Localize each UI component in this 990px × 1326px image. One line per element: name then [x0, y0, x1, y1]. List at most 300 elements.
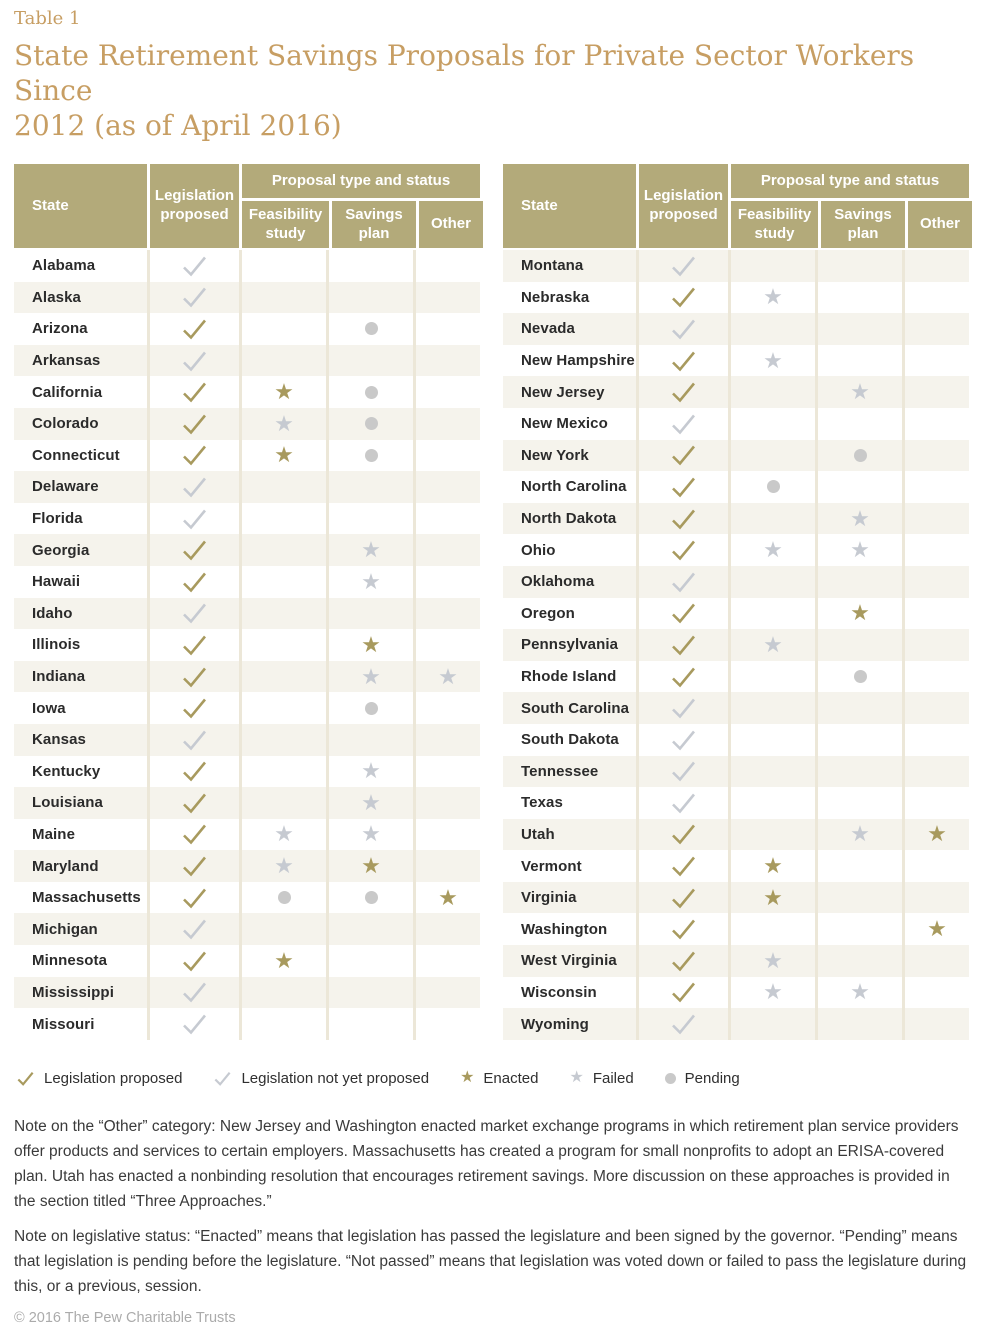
- legislation-proposed-cell: [636, 819, 728, 851]
- star-enacted-icon: ★: [763, 884, 783, 910]
- state-name: Utah: [521, 825, 555, 843]
- legislation-proposed-cell: [147, 977, 239, 1009]
- savings-plan-cell: [815, 408, 902, 440]
- table-row: [14, 471, 480, 503]
- savings-plan-cell: [326, 250, 413, 282]
- column-header-legislation-proposed: Legislation proposed: [636, 164, 728, 248]
- state-name: Arizona: [32, 320, 88, 338]
- state-name: Virginia: [521, 889, 577, 907]
- other-cell: [902, 376, 969, 408]
- star-enacted-icon: ★: [438, 884, 458, 910]
- star-failed-icon: ★: [850, 379, 870, 405]
- check-not-yet-proposed-icon: [181, 255, 208, 277]
- other-cell: [902, 977, 969, 1009]
- legislation-proposed-cell: [147, 503, 239, 535]
- savings-plan-cell: [326, 534, 413, 566]
- feasibility-study-cell: [239, 598, 326, 630]
- check-legislation-proposed-icon: [181, 571, 208, 593]
- legend-label: Failed: [592, 1069, 634, 1087]
- savings-plan-cell: [326, 313, 413, 345]
- savings-plan-cell: [815, 787, 902, 819]
- star-enacted-icon: ★: [274, 442, 294, 468]
- savings-plan-cell: [326, 408, 413, 440]
- savings-plan-cell: [815, 250, 902, 282]
- feasibility-study-cell: [239, 913, 326, 945]
- table-row: [503, 376, 969, 408]
- feasibility-study-cell: [728, 724, 815, 756]
- state-name: Texas: [521, 794, 563, 812]
- feasibility-study-cell: [728, 503, 815, 535]
- legislation-proposed-cell: [147, 756, 239, 788]
- check-not-yet-proposed-icon: [181, 286, 208, 308]
- table-row: [503, 1008, 969, 1040]
- table-row: [14, 1008, 480, 1040]
- table-row: [503, 471, 969, 503]
- legislation-proposed-cell: [636, 1008, 728, 1040]
- legislation-proposed-cell: [147, 819, 239, 851]
- legend-label: Legislation not yet proposed: [241, 1069, 430, 1087]
- star-enacted-icon: ★: [927, 916, 947, 942]
- state-name: North Dakota: [521, 510, 617, 528]
- check-not-yet-proposed-icon: [181, 350, 208, 372]
- column-header-state: State: [503, 164, 636, 248]
- legend-item: [213, 1070, 429, 1087]
- star-failed-icon: ★: [850, 979, 870, 1005]
- table-row: [503, 724, 969, 756]
- savings-plan-cell: [326, 882, 413, 914]
- savings-plan-cell: [815, 376, 902, 408]
- feasibility-study-cell: [239, 345, 326, 377]
- savings-plan-cell: [326, 282, 413, 314]
- other-cell: [413, 819, 480, 851]
- feasibility-study-cell: [728, 345, 815, 377]
- dot-pending-icon: [854, 449, 867, 462]
- feasibility-study-cell: [239, 1008, 326, 1040]
- legislation-proposed-cell: [147, 850, 239, 882]
- state-name: Connecticut: [32, 446, 120, 464]
- star-failed-icon: ★: [361, 789, 381, 815]
- savings-plan-cell: [815, 913, 902, 945]
- state-name: Wisconsin: [521, 983, 597, 1001]
- other-cell: [413, 440, 480, 472]
- savings-plan-cell: [326, 756, 413, 788]
- legislation-proposed-cell: [636, 756, 728, 788]
- feasibility-study-cell: [239, 850, 326, 882]
- column-group-proposal-type: [728, 164, 969, 248]
- check-legislation-proposed-icon: [181, 539, 208, 561]
- savings-plan-cell: [815, 724, 902, 756]
- table-row: [503, 756, 969, 788]
- savings-plan-cell: [815, 882, 902, 914]
- star-failed-icon: ★: [763, 284, 783, 310]
- state-name: New Jersey: [521, 383, 605, 401]
- check-not-yet-proposed-icon: [670, 760, 697, 782]
- other-cell: [413, 313, 480, 345]
- other-cell: [902, 756, 969, 788]
- state-name: Nebraska: [521, 288, 590, 306]
- legislation-proposed-cell: [147, 345, 239, 377]
- savings-plan-cell: [815, 313, 902, 345]
- state-name: Oregon: [521, 604, 575, 622]
- table-row: [503, 313, 969, 345]
- dot-pending-icon: [365, 386, 378, 399]
- savings-plan-cell: [815, 534, 902, 566]
- legislation-proposed-cell: [636, 724, 728, 756]
- feasibility-study-cell: [728, 376, 815, 408]
- state-name: Maryland: [32, 857, 99, 875]
- state-name: Kansas: [32, 731, 86, 749]
- savings-plan-cell: [815, 1008, 902, 1040]
- other-cell: [413, 977, 480, 1009]
- savings-plan-cell: [326, 440, 413, 472]
- sub-header-row: [731, 201, 969, 248]
- legislation-proposed-cell: [147, 598, 239, 630]
- check-not-yet-proposed-icon: [213, 1071, 232, 1086]
- star-failed-icon: ★: [763, 947, 783, 973]
- savings-plan-cell: [815, 345, 902, 377]
- other-cell: [902, 913, 969, 945]
- other-cell: [413, 850, 480, 882]
- star-failed-icon: ★: [763, 631, 783, 657]
- savings-plan-cell: [326, 819, 413, 851]
- state-name: Illinois: [32, 636, 81, 654]
- legislation-proposed-cell: [147, 250, 239, 282]
- star-failed-icon: ★: [361, 821, 381, 847]
- feasibility-study-cell: [239, 440, 326, 472]
- state-name: Hawaii: [32, 573, 81, 591]
- star-enacted-icon: ★: [460, 1069, 475, 1087]
- other-cell: [902, 819, 969, 851]
- savings-plan-cell: [815, 977, 902, 1009]
- other-cell: [413, 598, 480, 630]
- table-row: [14, 756, 480, 788]
- star-enacted-icon: ★: [274, 947, 294, 973]
- other-cell: [902, 850, 969, 882]
- table-row: [503, 629, 969, 661]
- other-cell: [902, 566, 969, 598]
- star-failed-icon: ★: [274, 853, 294, 879]
- notes: [14, 1114, 969, 1299]
- savings-plan-cell: [815, 566, 902, 598]
- other-cell: [413, 408, 480, 440]
- table-header: [503, 164, 969, 248]
- feasibility-study-cell: [728, 629, 815, 661]
- other-cell: [902, 724, 969, 756]
- legislation-proposed-cell: [147, 913, 239, 945]
- copyright: © 2016 The Pew Charitable Trusts: [14, 1309, 236, 1326]
- table-row: [14, 945, 480, 977]
- legend-item: [460, 1070, 538, 1087]
- state-name: Idaho: [32, 604, 73, 622]
- legislation-proposed-cell: [636, 503, 728, 535]
- savings-plan-cell: [815, 629, 902, 661]
- table-row: [503, 913, 969, 945]
- column-header-savings-plan: Savings plan: [818, 201, 905, 248]
- state-name: Florida: [32, 510, 83, 528]
- other-cell: [413, 1008, 480, 1040]
- table-row: [503, 977, 969, 1009]
- other-cell: [413, 629, 480, 661]
- state-name: Washington: [521, 920, 608, 938]
- state-name: Wyoming: [521, 1015, 589, 1033]
- feasibility-study-cell: [728, 282, 815, 314]
- star-failed-icon: ★: [763, 537, 783, 563]
- other-cell: [902, 250, 969, 282]
- other-cell: [902, 503, 969, 535]
- state-name: Oklahoma: [521, 573, 595, 591]
- table-header: [14, 164, 480, 248]
- check-legislation-proposed-icon: [670, 981, 697, 1003]
- star-failed-icon: ★: [763, 347, 783, 373]
- check-not-yet-proposed-icon: [670, 1013, 697, 1035]
- state-name: Tennessee: [521, 762, 599, 780]
- other-cell: [902, 661, 969, 693]
- legislation-proposed-cell: [636, 882, 728, 914]
- savings-plan-cell: [815, 661, 902, 693]
- table-row: [503, 850, 969, 882]
- check-legislation-proposed-icon: [181, 950, 208, 972]
- state-name: California: [32, 383, 103, 401]
- table-row: [14, 819, 480, 851]
- page-title-line2: 2012 (as of April 2016): [14, 109, 342, 142]
- legislation-proposed-cell: [147, 724, 239, 756]
- check-legislation-proposed-icon: [181, 634, 208, 656]
- note-other-category: Note on the “Other” category: New Jersey and Washington enacted market exchange programs in which retirement plan service providers offer products and services to certain employers. Massachusetts has created a program for small nonprofits to adopt an ERISA-covered plan. Utah has enacted a nonbinding resolution that encourages retirement savings. More discussion on these approaches is provided in the section titled “Three Approaches.”: [14, 1117, 959, 1210]
- check-legislation-proposed-icon: [670, 602, 697, 624]
- other-cell: [413, 250, 480, 282]
- check-legislation-proposed-icon: [181, 760, 208, 782]
- table-row: [14, 787, 480, 819]
- table-row: [14, 503, 480, 535]
- state-name: Michigan: [32, 920, 98, 938]
- star-failed-icon: ★: [274, 821, 294, 847]
- state-name: Iowa: [32, 699, 66, 717]
- star-enacted-icon: ★: [850, 600, 870, 626]
- other-cell: [413, 692, 480, 724]
- feasibility-study-cell: [728, 692, 815, 724]
- state-name: Colorado: [32, 415, 99, 433]
- legislation-proposed-cell: [636, 661, 728, 693]
- feasibility-study-cell: [239, 534, 326, 566]
- check-legislation-proposed-icon: [670, 823, 697, 845]
- check-legislation-proposed-icon: [181, 855, 208, 877]
- legislation-proposed-cell: [636, 629, 728, 661]
- star-failed-icon: ★: [438, 663, 458, 689]
- legislation-proposed-cell: [636, 598, 728, 630]
- other-cell: [902, 440, 969, 472]
- savings-plan-cell: [815, 440, 902, 472]
- column-header-feasibility-study: Feasibility study: [731, 201, 818, 248]
- star-failed-icon: ★: [361, 758, 381, 784]
- legislation-proposed-cell: [147, 629, 239, 661]
- feasibility-study-cell: [728, 534, 815, 566]
- legislation-proposed-cell: [147, 440, 239, 472]
- legislation-proposed-cell: [636, 408, 728, 440]
- feasibility-study-cell: [239, 376, 326, 408]
- feasibility-study-cell: [728, 313, 815, 345]
- star-failed-icon: ★: [361, 537, 381, 563]
- savings-plan-cell: [815, 471, 902, 503]
- other-cell: [413, 566, 480, 598]
- check-not-yet-proposed-icon: [181, 918, 208, 940]
- legend-item: [665, 1070, 740, 1087]
- other-cell: [902, 882, 969, 914]
- feasibility-study-cell: [239, 945, 326, 977]
- other-cell: [902, 345, 969, 377]
- check-legislation-proposed-icon: [670, 918, 697, 940]
- legislation-proposed-cell: [147, 945, 239, 977]
- column-header-feasibility-study: Feasibility study: [242, 201, 329, 248]
- feasibility-study-cell: [239, 756, 326, 788]
- feasibility-study-cell: [728, 440, 815, 472]
- check-not-yet-proposed-icon: [670, 318, 697, 340]
- table-row: [503, 345, 969, 377]
- check-not-yet-proposed-icon: [181, 981, 208, 1003]
- feasibility-study-cell: [728, 850, 815, 882]
- star-failed-icon: ★: [850, 537, 870, 563]
- table-row: [503, 566, 969, 598]
- star-failed-icon: ★: [569, 1069, 584, 1087]
- legend-item: [16, 1070, 182, 1087]
- check-legislation-proposed-icon: [670, 286, 697, 308]
- legislation-proposed-cell: [147, 692, 239, 724]
- group-header-proposal-type-and-status: Proposal type and status: [731, 164, 969, 201]
- check-not-yet-proposed-icon: [181, 1013, 208, 1035]
- other-cell: [413, 282, 480, 314]
- star-failed-icon: ★: [361, 663, 381, 689]
- table-row: [14, 913, 480, 945]
- column-header-state: State: [14, 164, 147, 248]
- savings-plan-cell: [326, 471, 413, 503]
- legend-label: Legislation proposed: [44, 1069, 183, 1087]
- savings-plan-cell: [326, 945, 413, 977]
- feasibility-study-cell: [728, 471, 815, 503]
- savings-plan-cell: [326, 1008, 413, 1040]
- sub-header-row: [242, 201, 480, 248]
- legislation-proposed-cell: [636, 345, 728, 377]
- table-row: [14, 724, 480, 756]
- feasibility-study-cell: [728, 945, 815, 977]
- group-header-proposal-type-and-status: Proposal type and status: [242, 164, 480, 201]
- savings-plan-cell: [815, 756, 902, 788]
- check-legislation-proposed-icon: [670, 381, 697, 403]
- legend: [14, 1070, 969, 1087]
- feasibility-study-cell: [728, 787, 815, 819]
- page-title: [14, 38, 969, 143]
- state-name: Vermont: [521, 857, 582, 875]
- feasibility-study-cell: [239, 503, 326, 535]
- star-enacted-icon: ★: [274, 379, 294, 405]
- check-legislation-proposed-icon: [670, 539, 697, 561]
- column-header-other: Other: [905, 201, 972, 248]
- other-cell: [413, 913, 480, 945]
- savings-plan-cell: [326, 629, 413, 661]
- state-name: Pennsylvania: [521, 636, 619, 654]
- other-cell: [902, 787, 969, 819]
- other-cell: [413, 376, 480, 408]
- table-label: Table 1: [14, 8, 81, 29]
- table-row: [503, 819, 969, 851]
- other-cell: [413, 945, 480, 977]
- other-cell: [902, 282, 969, 314]
- check-legislation-proposed-icon: [16, 1071, 35, 1086]
- table-row: [503, 282, 969, 314]
- dot-pending-icon: [365, 449, 378, 462]
- other-cell: [902, 534, 969, 566]
- state-name: West Virginia: [521, 952, 617, 970]
- dot-pending-icon: [767, 480, 780, 493]
- table-row: [14, 313, 480, 345]
- table-row: [14, 408, 480, 440]
- savings-plan-cell: [815, 850, 902, 882]
- check-legislation-proposed-icon: [670, 444, 697, 466]
- other-cell: [413, 882, 480, 914]
- legislation-proposed-cell: [636, 850, 728, 882]
- star-failed-icon: ★: [850, 505, 870, 531]
- other-cell: [413, 787, 480, 819]
- feasibility-study-cell: [728, 1008, 815, 1040]
- star-failed-icon: ★: [361, 568, 381, 594]
- state-name: Delaware: [32, 478, 99, 496]
- check-not-yet-proposed-icon: [181, 602, 208, 624]
- other-cell: [902, 1008, 969, 1040]
- state-name: North Carolina: [521, 478, 627, 496]
- check-legislation-proposed-icon: [670, 476, 697, 498]
- feasibility-study-cell: [728, 598, 815, 630]
- other-cell: [902, 471, 969, 503]
- states-table-right: [503, 164, 969, 1040]
- check-legislation-proposed-icon: [181, 666, 208, 688]
- state-name: Kentucky: [32, 762, 101, 780]
- column-header-savings-plan: Savings plan: [329, 201, 416, 248]
- other-cell: [413, 534, 480, 566]
- other-cell: [902, 692, 969, 724]
- check-not-yet-proposed-icon: [181, 508, 208, 530]
- table-row: [503, 408, 969, 440]
- check-legislation-proposed-icon: [670, 350, 697, 372]
- state-tables: [14, 164, 969, 1040]
- state-name: Louisiana: [32, 794, 103, 812]
- legislation-proposed-cell: [636, 692, 728, 724]
- feasibility-study-cell: [728, 566, 815, 598]
- star-enacted-icon: ★: [361, 631, 381, 657]
- feasibility-study-cell: [728, 913, 815, 945]
- state-name: New Hampshire: [521, 352, 635, 370]
- feasibility-study-cell: [728, 756, 815, 788]
- column-header-other: Other: [416, 201, 483, 248]
- feasibility-study-cell: [239, 819, 326, 851]
- legislation-proposed-cell: [147, 282, 239, 314]
- column-header-legislation-proposed: Legislation proposed: [147, 164, 239, 248]
- legend-item: [569, 1070, 633, 1087]
- legislation-proposed-cell: [636, 945, 728, 977]
- feasibility-study-cell: [728, 250, 815, 282]
- state-name: New York: [521, 446, 589, 464]
- feasibility-study-cell: [728, 977, 815, 1009]
- dot-pending-icon: [365, 702, 378, 715]
- legislation-proposed-cell: [147, 471, 239, 503]
- feasibility-study-cell: [728, 661, 815, 693]
- table-row: [503, 787, 969, 819]
- savings-plan-cell: [326, 724, 413, 756]
- state-name: Massachusetts: [32, 889, 141, 907]
- legislation-proposed-cell: [636, 787, 728, 819]
- feasibility-study-cell: [239, 882, 326, 914]
- check-legislation-proposed-icon: [181, 823, 208, 845]
- check-not-yet-proposed-icon: [181, 729, 208, 751]
- state-name: Alaska: [32, 288, 81, 306]
- table-row: [503, 692, 969, 724]
